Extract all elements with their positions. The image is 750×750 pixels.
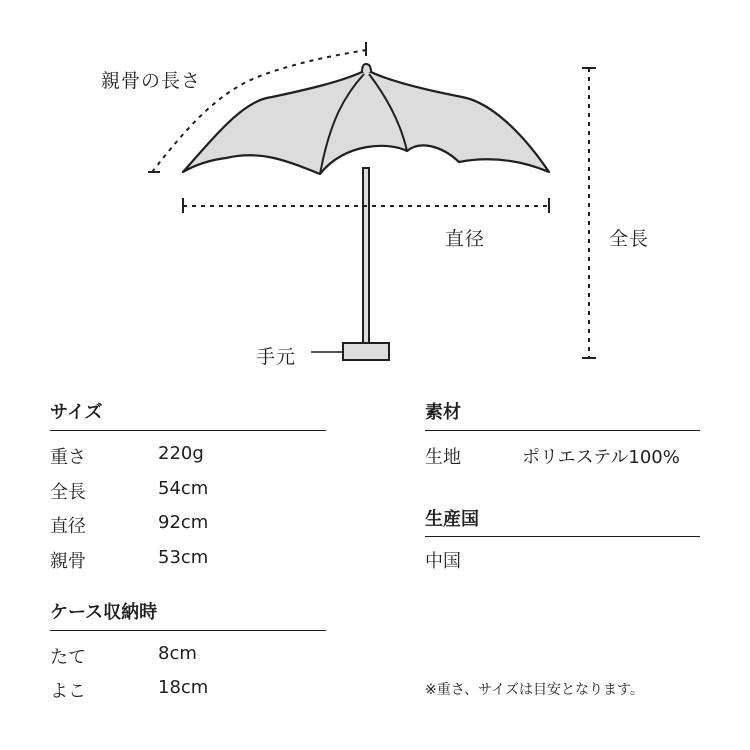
- case-row-label: よこ: [50, 681, 86, 702]
- size-row-value: 92cm: [158, 512, 209, 533]
- size-row-label: 直径: [50, 516, 86, 537]
- origin-section-title: 生産国: [425, 509, 479, 530]
- material-section-rule: [425, 430, 700, 431]
- size-row-label: 重さ: [50, 447, 86, 468]
- case-row-label: たて: [50, 647, 86, 668]
- size-section-title: サイズ: [50, 402, 103, 423]
- material-row-value: ポリエステル100%: [522, 447, 680, 468]
- material-row-label: 生地: [425, 447, 461, 468]
- diameter-label: 直径: [445, 228, 486, 250]
- umbrella-shaft: [363, 168, 369, 346]
- size-row-label: 全長: [50, 482, 86, 503]
- case-section-rule: [50, 630, 326, 631]
- umbrella-canopy: [183, 71, 549, 175]
- case-row-value: 8cm: [158, 643, 197, 664]
- total-length-label: 全長: [609, 228, 650, 250]
- disclaimer-note: ※重さ、サイズは目安となります。: [425, 682, 644, 698]
- handle-label: 手元: [256, 346, 297, 368]
- size-row-value: 54cm: [158, 478, 209, 499]
- case-row-value: 18cm: [158, 677, 209, 698]
- origin-value: 中国: [425, 551, 461, 572]
- umbrella-tip: [362, 64, 371, 72]
- size-row-value: 53cm: [158, 547, 209, 568]
- size-section-rule: [50, 430, 326, 431]
- material-section-title: 素材: [425, 402, 461, 423]
- size-row-value: 220g: [158, 443, 204, 464]
- case-section-title: ケース収納時: [50, 602, 158, 623]
- origin-section-rule: [425, 536, 700, 537]
- rib-length-label: 親骨の長さ: [101, 70, 202, 92]
- umbrella-handle: [343, 343, 389, 360]
- size-row-label: 親骨: [50, 551, 86, 572]
